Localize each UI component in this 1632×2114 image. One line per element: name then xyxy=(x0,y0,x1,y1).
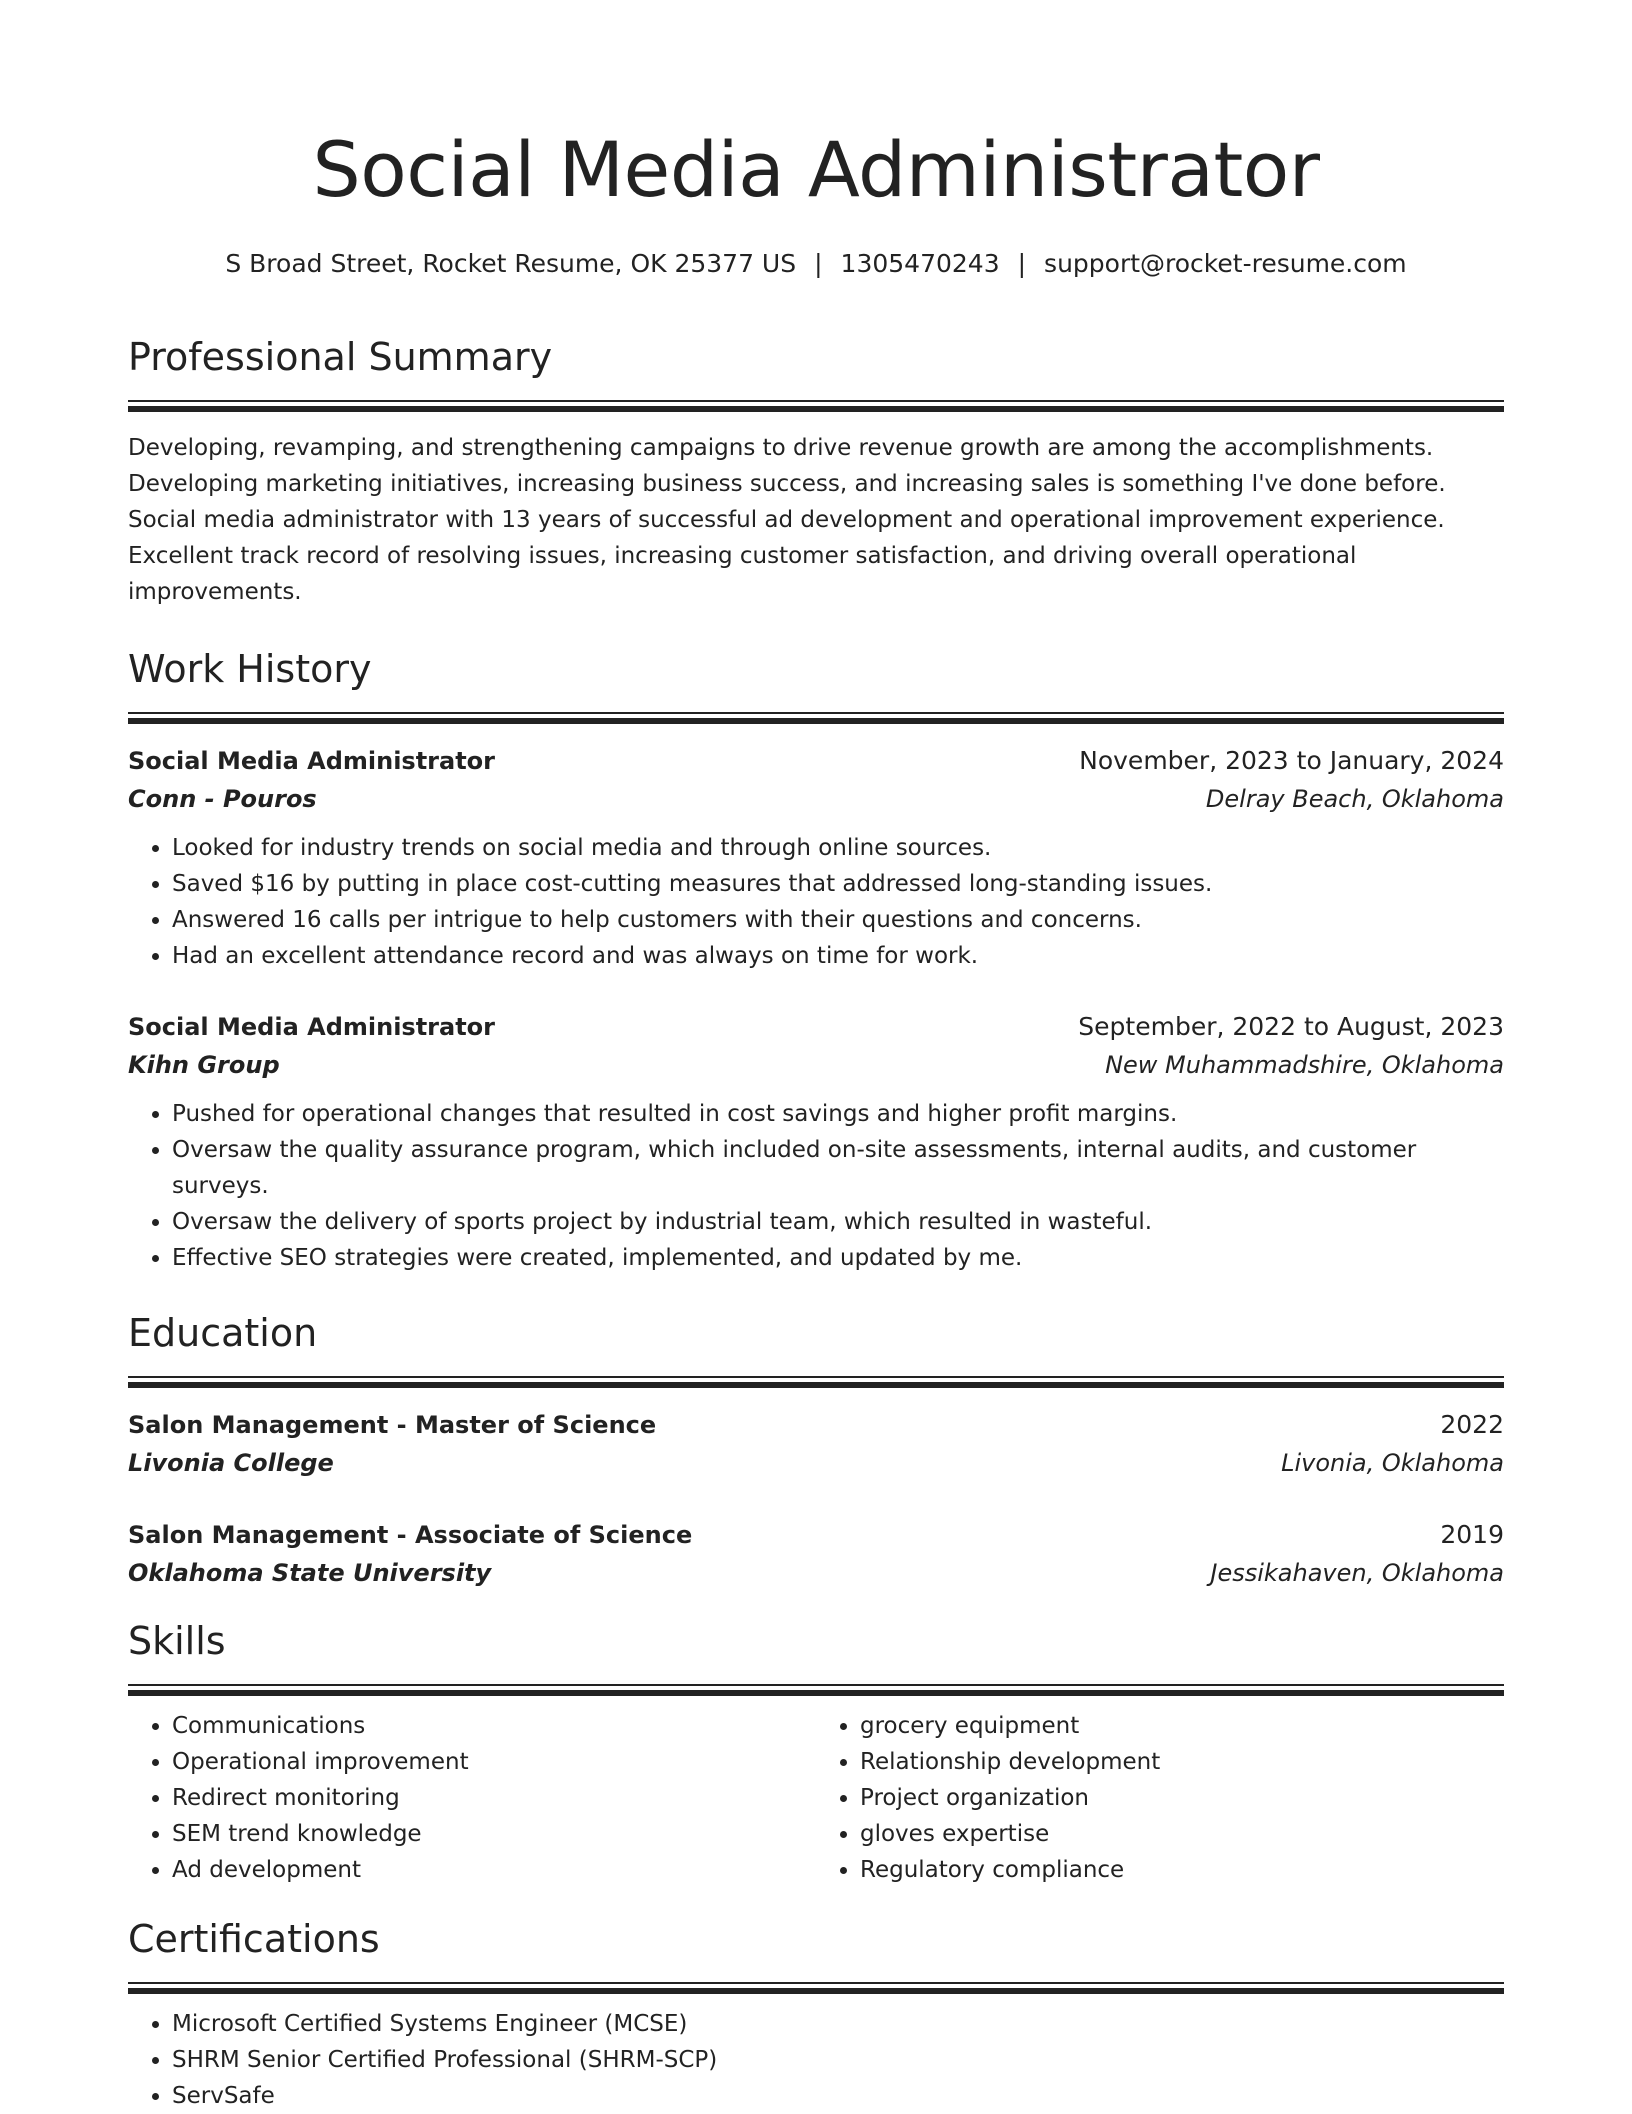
list-item: • gloves expertise xyxy=(860,1816,1504,1852)
section-title: Certifications xyxy=(128,1917,380,1961)
section-title: Work History xyxy=(128,647,372,691)
job-location: Delray Beach, Oklahoma xyxy=(1205,785,1504,813)
list-item: • SEM trend knowledge xyxy=(172,1816,816,1852)
list-item: • ServSafe xyxy=(172,2078,1504,2114)
section-skills xyxy=(128,1616,1504,1888)
list-item: • SHRM Senior Certified Professional (SHRM-SCP) xyxy=(172,2042,1504,2078)
section-divider xyxy=(128,1982,1504,1994)
section-education xyxy=(128,1308,1504,1592)
education-school: Oklahoma State University xyxy=(128,1559,492,1587)
list-item: • Communications xyxy=(172,1708,816,1744)
education-degree: Salon Management - Associate of Science xyxy=(128,1521,693,1549)
list-item: • Looked for industry trends on social media and through online sources. xyxy=(172,830,1504,866)
education-school: Livonia College xyxy=(128,1449,334,1477)
list-item: • Answered 16 calls per intrigue to help customers with their questions and concerns. xyxy=(172,902,1504,938)
list-item: • Had an excellent attendance record and was always on time for work. xyxy=(172,938,1504,974)
contact-phone: 1305470243 xyxy=(840,249,1000,278)
job-bullets xyxy=(128,830,1504,974)
job-bullets xyxy=(128,1096,1504,1276)
contact-line xyxy=(128,246,1504,282)
candidate-name: Social Media Administrator xyxy=(312,125,1320,214)
education-degree: Salon Management - Master of Science xyxy=(128,1411,657,1439)
education-location: Jessikahaven, Oklahoma xyxy=(1210,1559,1504,1587)
job-dates: September, 2022 to August, 2023 xyxy=(1078,1012,1504,1041)
list-item: • Redirect monitoring xyxy=(172,1780,816,1816)
education-entry xyxy=(128,1406,1504,1482)
list-item: • Ad development xyxy=(172,1852,816,1888)
list-item: • Pushed for operational changes that resulted in cost savings and higher profit margins. xyxy=(172,1096,1504,1132)
education-location: Livonia, Oklahoma xyxy=(1281,1449,1504,1477)
job-company: Conn - Pouros xyxy=(128,785,317,813)
education-entry xyxy=(128,1516,1504,1592)
section-title: Professional Summary xyxy=(128,335,553,379)
job-title: Social Media Administrator xyxy=(128,747,496,775)
list-item: • Oversaw the quality assurance program, which included on-site assessments, internal audits, and customer surveys. xyxy=(172,1132,1504,1204)
job-location: New Muhammadshire, Oklahoma xyxy=(1105,1051,1504,1079)
section-work-history xyxy=(128,644,1504,1276)
section-divider xyxy=(128,1376,1504,1388)
contact-separator: | xyxy=(1017,249,1027,278)
section-certifications xyxy=(128,1914,1504,2114)
list-item: • Relationship development xyxy=(860,1744,1504,1780)
contact-email: support@rocket-resume.com xyxy=(1044,249,1407,278)
list-item: • Microsoft Certified Systems Engineer (MCSE) xyxy=(172,2006,1504,2042)
section-summary xyxy=(128,332,1504,610)
section-divider xyxy=(128,712,1504,724)
summary-text: Developing, revamping, and strengthening campaigns to drive revenue growth are among the accomplishments. Developing marketing initiatives, increasing business success, and increasing sales is something I've done before. Social media administrator with 13 years of successful ad development and operational improvement experience. Excellent track record of resolving issues, increasing customer satisfaction, and driving overall operational improvements. xyxy=(128,435,1446,605)
section-title: Skills xyxy=(128,1619,226,1663)
job-title: Social Media Administrator xyxy=(128,1013,496,1041)
job-entry xyxy=(128,742,1504,974)
list-item: • Project organization xyxy=(860,1780,1504,1816)
education-year: 2019 xyxy=(1440,1520,1504,1549)
section-divider xyxy=(128,1684,1504,1696)
skills-column-right xyxy=(816,1708,1504,1888)
education-year: 2022 xyxy=(1440,1410,1504,1439)
skills-column-left xyxy=(128,1708,816,1888)
section-divider xyxy=(128,400,1504,412)
job-entry xyxy=(128,1008,1504,1276)
list-item: • grocery equipment xyxy=(860,1708,1504,1744)
job-company: Kihn Group xyxy=(128,1051,280,1079)
resume-page xyxy=(128,118,1504,2114)
list-item: • Oversaw the delivery of sports project by industrial team, which resulted in wasteful. xyxy=(172,1204,1504,1240)
job-dates: November, 2023 to January, 2024 xyxy=(1079,746,1504,775)
contact-address: S Broad Street, Rocket Resume, OK 25377 US xyxy=(225,249,797,278)
list-item: • Effective SEO strategies were created, implemented, and updated by me. xyxy=(172,1240,1504,1276)
skills-grid xyxy=(128,1708,1504,1888)
list-item: • Saved $16 by putting in place cost-cutting measures that addressed long-standing issues. xyxy=(172,866,1504,902)
certifications-list xyxy=(128,2006,1504,2114)
contact-separator: | xyxy=(814,249,823,278)
list-item: • Regulatory compliance xyxy=(860,1852,1504,1888)
section-title: Education xyxy=(128,1311,318,1355)
list-item: • Operational improvement xyxy=(172,1744,816,1780)
